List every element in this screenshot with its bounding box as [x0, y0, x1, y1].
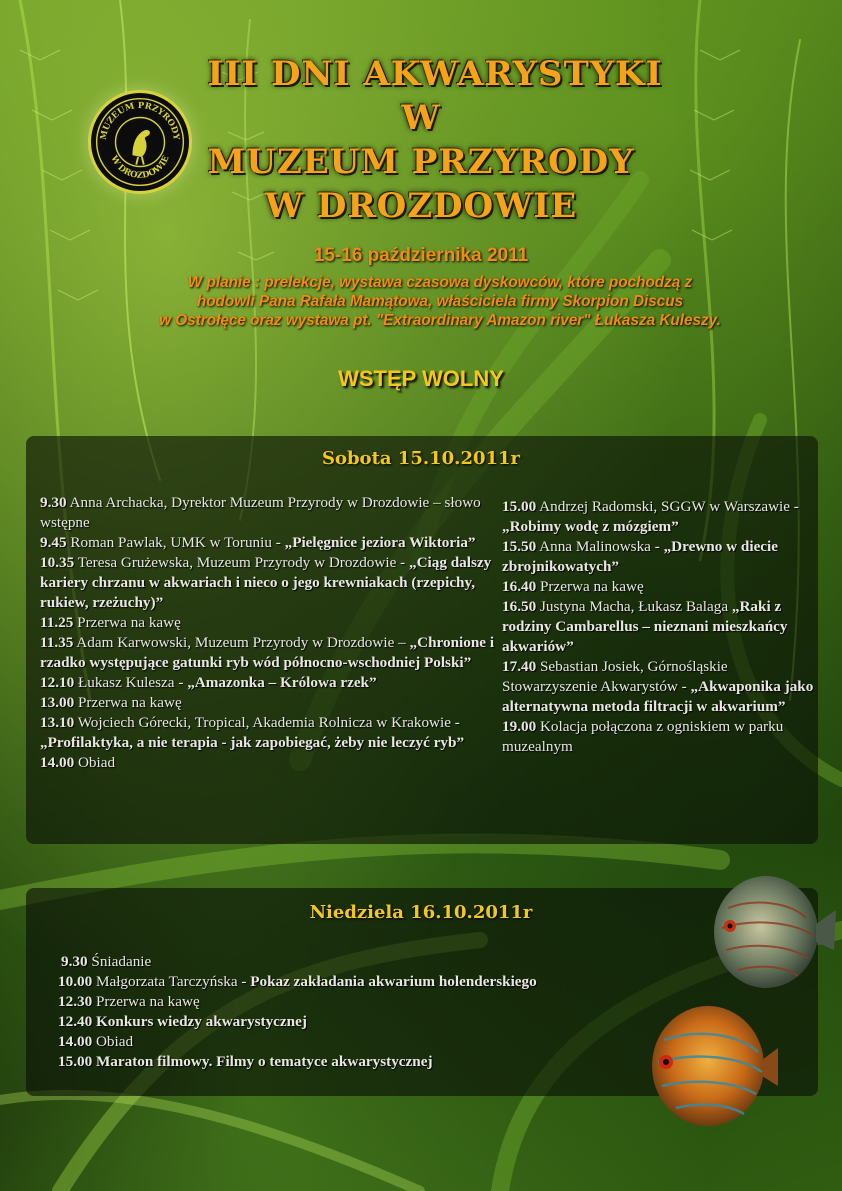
schedule-text: Anna Archacka, Dyrektor Muzeum Przyrody w Drozdowie – słowo wstępne [40, 494, 481, 531]
schedule-topic: „Chronione i rzadko występujące gatunki ryb wód północno-wschodniej Polski” [40, 634, 495, 671]
plan-line-1: W planie : prelekcje, wystawa czasowa dyskowców, które pochodzą z [187, 274, 693, 291]
schedule-text: Przerwa na kawę [74, 694, 182, 711]
schedule-time: 13.00 [40, 694, 75, 711]
schedule-text: Łukasz Kulesza - [74, 674, 188, 691]
schedule-item [40, 713, 495, 753]
schedule-item [502, 657, 814, 717]
schedule-time: 12.30 [58, 993, 93, 1010]
schedule-topic: „Raki z rodziny Cambarellus – nieznani mieszkańcy akwariów” [502, 598, 788, 655]
schedule-text: Justyna Macha, Łukasz Balaga [536, 598, 732, 615]
saturday-schedule-left [40, 493, 495, 773]
schedule-topic: „Profilaktyka, a nie terapia - jak zapobiegać, żeby nie leczyć ryb” [40, 734, 465, 751]
schedule-time: 15.00 [502, 498, 537, 515]
schedule-time: 11.35 [40, 634, 74, 651]
schedule-item [40, 673, 495, 693]
schedule-topic: „Amazonka – Królowa rzek” [187, 674, 377, 691]
plan-line-3: w Ostrołęce oraz wystawa pt. "Extraordinary Amazon river" Łukasza Kuleszy. [159, 312, 721, 329]
schedule-time: 13.10 [40, 714, 75, 731]
schedule-text: Wojciech Górecki, Tropical, Akademia Rolnicza w Krakowie - [74, 714, 460, 731]
discus-fish-icon [694, 858, 840, 1004]
schedule-text: Obiad [74, 754, 116, 771]
schedule-item [58, 1012, 698, 1032]
schedule-text: Śniadanie [87, 953, 152, 970]
event-plan [90, 273, 790, 330]
schedule-time: 9.30 [61, 953, 88, 970]
schedule-time: 19.00 [502, 718, 537, 735]
schedule-topic: „Pielęgnice jeziora Wiktoria” [284, 534, 476, 551]
schedule-time: 11.25 [40, 614, 74, 631]
schedule-item [58, 952, 698, 972]
schedule-item [58, 1052, 698, 1072]
schedule-topic: Pokaz zakładania akwarium holenderskiego [250, 973, 537, 990]
plan-line-2: hodowli Pana Rafała Mamątowa, właściciela firmy Skorpion Discus [196, 293, 684, 310]
schedule-topic: Konkurs wiedzy akwarystycznej [95, 1013, 307, 1030]
schedule-topic: Maraton filmowy. Filmy o tematyce akwarystycznej [95, 1053, 433, 1070]
schedule-item [40, 753, 495, 773]
saturday-title: Sobota 15.10.2011r [321, 448, 521, 469]
schedule-time: 15.50 [502, 538, 537, 555]
schedule-item [502, 497, 814, 537]
schedule-item [502, 577, 814, 597]
schedule-topic: „Ciąg dalszy kariery chrzanu w akwariach i nieco o jego krewniakach (rzepichy, rukiew, rzeżuchy)” [40, 554, 492, 611]
schedule-text: Sebastian Josiek, Górnośląskie Stowarzyszenie Akwarystów - [502, 658, 728, 695]
schedule-item [502, 597, 814, 657]
free-entry-label: WSTĘP WOLNY [338, 366, 504, 391]
schedule-time: 9.45 [40, 534, 67, 551]
schedule-text: Andrzej Radomski, SGGW w Warszawie - [536, 498, 799, 515]
schedule-time: 10.00 [58, 973, 93, 990]
title-line-3: MUZEUM PRZYRODY [207, 142, 635, 182]
schedule-time: 16.50 [502, 598, 537, 615]
schedule-text: Adam Karwowski, Muzeum Przyrody w Drozdowie – [73, 634, 410, 651]
schedule-time: 16.40 [502, 578, 537, 595]
schedule-item [40, 633, 495, 673]
schedule-item [58, 972, 698, 992]
schedule-time: 10.35 [40, 554, 75, 571]
title-line-4: W DROZDOWIE [264, 186, 578, 226]
schedule-text: Obiad [92, 1033, 134, 1050]
event-date: 15-16 października 2011 [313, 245, 529, 266]
schedule-text: Przerwa na kawę [92, 993, 200, 1010]
schedule-time: 14.00 [40, 754, 75, 771]
schedule-topic: „Akwaponika jako alternatywna metoda filtracji w akwarium” [502, 678, 814, 715]
title-line-2: W [401, 98, 441, 138]
sunday-title: Niedziela 16.10.2011r [309, 902, 533, 923]
schedule-text: Małgorzata Tarczyńska - [92, 973, 251, 990]
schedule-topic: „Drewno w diecie zbrojnikowatych” [502, 538, 779, 575]
schedule-text: Teresa Grużewska, Muzeum Przyrody w Drozdowie - [74, 554, 409, 571]
schedule-text: Anna Malinowska - [536, 538, 664, 555]
schedule-item [58, 1032, 698, 1052]
schedule-time: 15.00 [58, 1053, 93, 1070]
schedule-text: Przerwa na kawę [73, 614, 181, 631]
schedule-text: Kolacja połączona z ogniskiem w parku muzealnym [502, 718, 784, 755]
schedule-text: Roman Pawlak, UMK w Toruniu - [66, 534, 285, 551]
sunday-schedule [58, 952, 698, 1072]
schedule-topic: „Robimy wodę z mózgiem” [502, 518, 679, 535]
logo-text-top: MUZEUM PRZYRODY [97, 100, 182, 141]
schedule-item [58, 992, 698, 1012]
schedule-item [502, 537, 814, 577]
logo-text-bottom: W DROZDOWIE [109, 153, 171, 180]
schedule-text: Przerwa na kawę [536, 578, 644, 595]
schedule-time: 14.00 [58, 1033, 93, 1050]
schedule-item [40, 493, 495, 533]
schedule-time: 12.40 [58, 1013, 93, 1030]
schedule-time: 17.40 [502, 658, 537, 675]
schedule-item [40, 613, 495, 633]
event-title [0, 52, 842, 228]
schedule-time: 9.30 [40, 494, 67, 511]
schedule-item [40, 553, 495, 613]
saturday-schedule-right [502, 497, 814, 757]
schedule-item [40, 693, 495, 713]
title-line-1: III DNI AKWARYSTYKI [207, 54, 663, 94]
discus-fish-icon-2 [628, 990, 780, 1142]
schedule-item [502, 717, 814, 757]
schedule-time: 12.10 [40, 674, 75, 691]
schedule-item [40, 533, 495, 553]
